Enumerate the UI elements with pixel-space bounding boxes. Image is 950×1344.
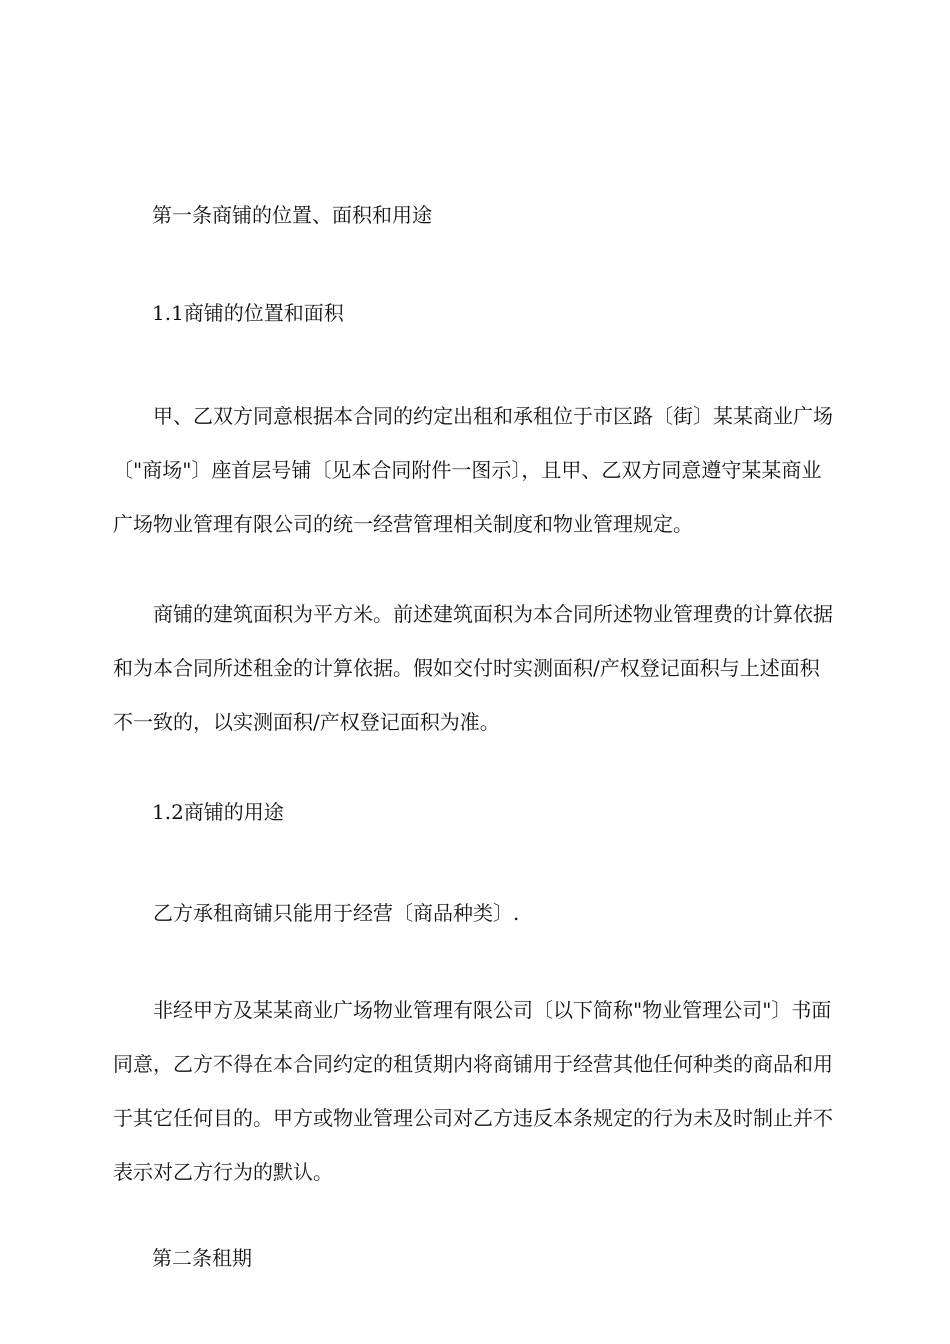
- subsection-heading-1-1: 1.1商铺的位置和面积: [152, 301, 344, 325]
- section-heading-2: 第二条租期: [152, 1246, 252, 1270]
- paragraph-location: 甲、乙双方同意根据本合同的约定出租和承租位于市区路〔街〕某某商业广场〔"商场"〕座首层号铺〔见本合同附件一图示〕，且甲、乙双方同意遵守某某商业广场物业管理有限公司的统一经营管理相关制度和物业管理规定。: [113, 404, 833, 536]
- paragraph-usage: 乙方承租商铺只能用于经营〔商品种类〕.: [153, 901, 520, 925]
- paragraph-restriction: 非经甲方及某某商业广场物业管理有限公司〔以下简称"物业管理公司"〕书面同意，乙方不得在本合同约定的租赁期内将商铺用于经营其他任何种类的商品和用于其它任何目的。甲方或物业管理公司对乙方违反本条规定的行为未及时制止并不表示对乙方行为的默认。: [113, 998, 833, 1184]
- paragraph-area: 商铺的建筑面积为平方米。前述建筑面积为本合同所述物业管理费的计算依据和为本合同所述租金的计算依据。假如交付时实测面积/产权登记面积与上述面积不一致的，以实测面积/产权登记面积为准。: [113, 602, 833, 734]
- section-heading-1: 第一条商铺的位置、面积和用途: [152, 203, 432, 227]
- subsection-heading-1-2: 1.2商铺的用途: [152, 800, 284, 824]
